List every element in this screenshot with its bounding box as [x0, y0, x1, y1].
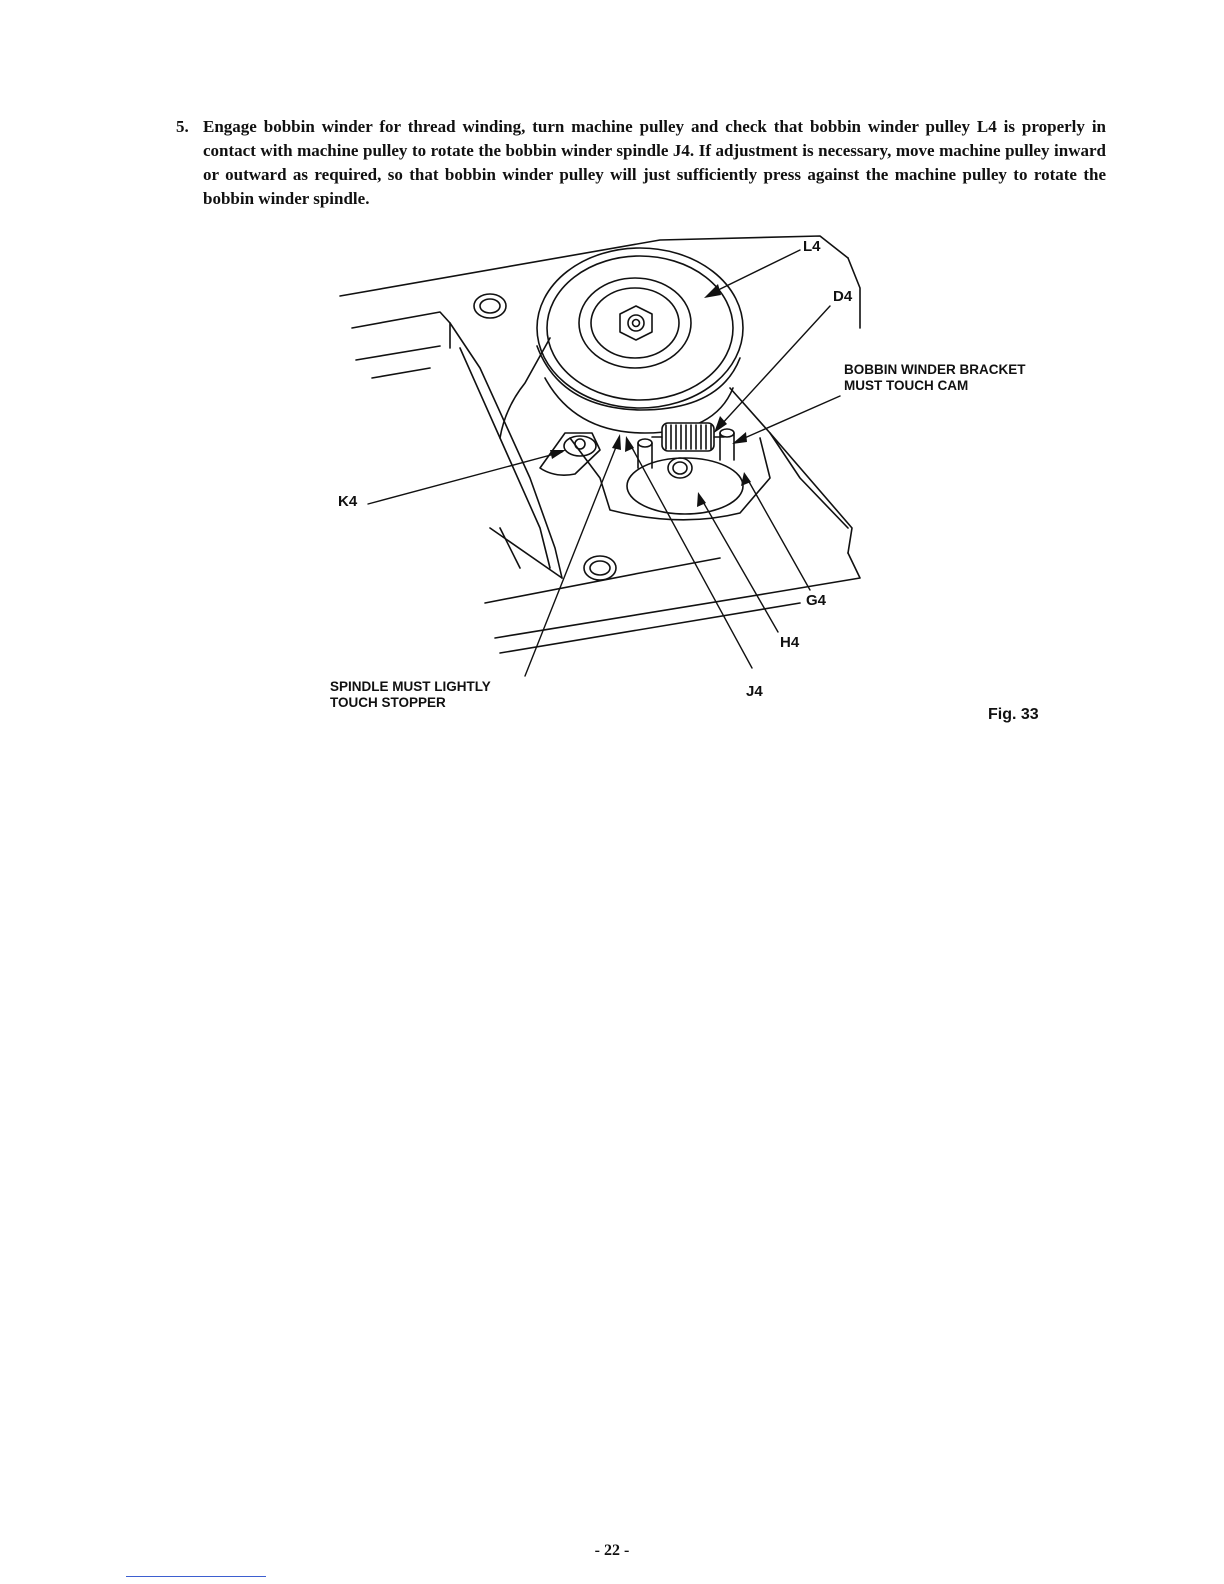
bracket-note-line-2: MUST TOUCH CAM — [844, 378, 969, 393]
footnote-rule — [126, 1576, 266, 1577]
step-number: 5. — [176, 117, 189, 136]
label-spindle-note — [330, 679, 491, 711]
spindle-note-line-2: TOUCH STOPPER — [330, 695, 446, 710]
label-k4: K4 — [338, 493, 358, 510]
page-number: - 22 - — [594, 1542, 630, 1559]
label-d4: D4 — [833, 288, 853, 305]
label-j4: J4 — [746, 683, 763, 700]
step-text: Engage bobbin winder for thread winding, turn machine pulley and check that bobbin winder pulley L4 is properly in contact with machine pulley to rotate the bobbin winder spindle J4. If adjustment is necessary, move machine pulley inward or outward as required, so that bobbin winder pulley will just sufficiently press against the machine pulley to rotate the bobbin winder spindle. — [203, 117, 1106, 208]
figure-caption: Fig. 33 — [988, 706, 1039, 723]
label-l4: L4 — [803, 238, 821, 255]
bobbin-winder-illustration — [300, 228, 1100, 748]
label-bracket-note — [844, 362, 1026, 394]
bracket-note-line-1: BOBBIN WINDER BRACKET — [844, 362, 1026, 377]
instruction-step — [176, 115, 1106, 211]
spindle-note-line-1: SPINDLE MUST LIGHTLY — [330, 679, 491, 694]
label-h4: H4 — [780, 634, 800, 651]
label-g4: G4 — [806, 592, 827, 609]
bobbin-winder-figure — [300, 228, 1100, 748]
